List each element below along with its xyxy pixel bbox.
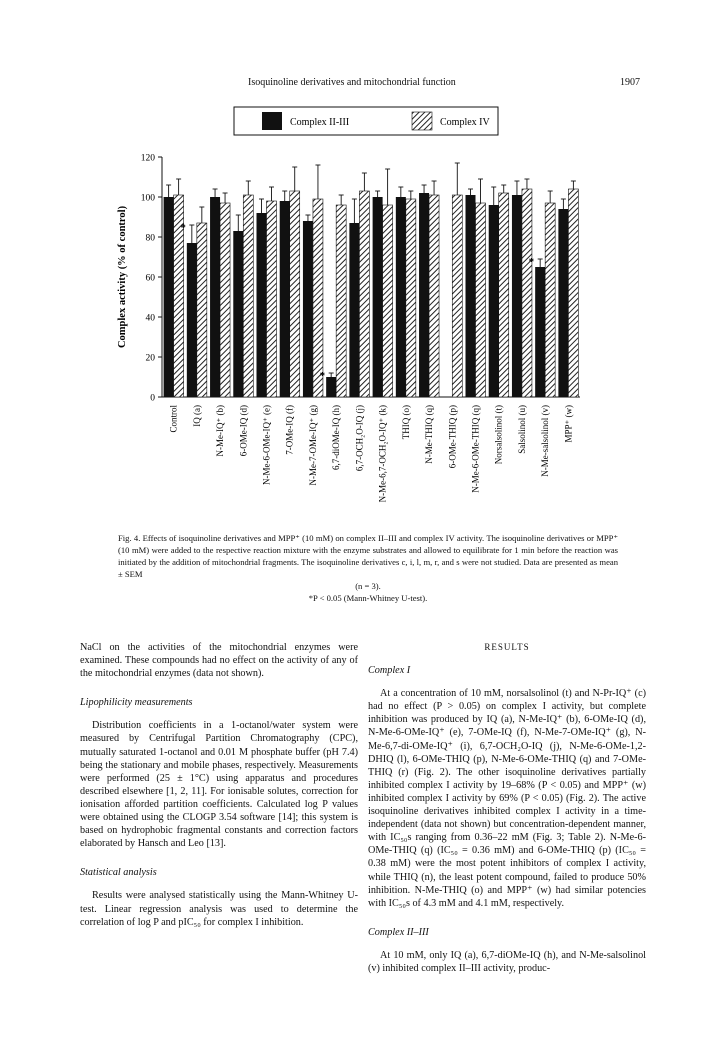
bar-complex-iv bbox=[383, 205, 393, 397]
y-axis-label: Complex activity (% of control) bbox=[117, 205, 128, 349]
x-tick-label: THIQ (o) bbox=[400, 405, 411, 440]
bar-complex-iv bbox=[220, 203, 230, 397]
heading-results: RESULTS bbox=[484, 642, 530, 652]
bar-complex-iv bbox=[336, 205, 346, 397]
bar-complex-ii-iii bbox=[187, 243, 197, 397]
legend-label-complex-ii-iii: Complex II-III bbox=[290, 117, 350, 128]
bar-complex-ii-iii bbox=[303, 221, 313, 397]
bar-complex-ii-iii bbox=[373, 197, 383, 397]
heading-lipophilicity: Lipophilicity measurements bbox=[80, 697, 193, 709]
running-title: Isoquinoline derivatives and mitochondrial function bbox=[248, 77, 456, 88]
left-column bbox=[80, 641, 358, 929]
x-tick-label: N-Me-7-OMe-IQ⁺ (g) bbox=[307, 405, 318, 486]
x-tick-label: 6-OMe-THIQ (p) bbox=[447, 405, 458, 469]
bar-complex-ii-iii bbox=[233, 231, 243, 397]
figure-caption bbox=[118, 532, 618, 604]
y-tick-label: 100 bbox=[140, 193, 155, 204]
right-paragraph-1: At a concentration of 10 mM, norsalsolinol (t) and N-Pr-IQ⁺ (c) had no effect (P > 0.05) on complex I activity, but complete inhibition was produced by IQ (a), N-Me-IQ⁺ (b), 6-OMe-IQ (d), N-Me-6-OMe-IQ⁺ (e), 7-OMe-IQ (f), N-Me-7-OMe-IQ⁺ (g), N-Me-6,7-di-OMe-IQ⁺ (i), 6,7-OCH₂O-IQ (j), N-Me-6-OMe-1,2-DHIQ (l), 6-OMe-THIQ (p), N-Me-6-OMe-THIQ (q) and 7-OMe-THIQ (r) (Fig. 2). The other isoquinoline derivatives partially inhibited complex I activity by 19–68% (P < 0.05) and MPP⁺ (w) inhibited complex I activity by 69% (P < 0.05) (Fig. 2). The active isoquinoline derivatives inhibited complex I activity in a time-independent (data not shown) but concentration-dependent manner, with IC₅₀s ranging from 0.36–22 mM (Fig. 3; Table 2). N-Me-6-OMe-THIQ (q) (IC₅₀ = 0.36 mM) and 6-OMe-THIQ (p) (IC₅₀ = 0.38 mM) were the most potent inhibitors of complex I activity, while THIQ (n), the least potent compound, failed to produce 50% inhibition. N-Me-THIQ (o) and MPP⁺ (w) had similar potencies with IC₅₀s of 4.3 mM and 4.1 mM, respectively. bbox=[368, 688, 646, 909]
legend-swatch-complex-ii-iii bbox=[262, 112, 282, 130]
bar-complex-iv bbox=[429, 195, 439, 397]
bar-complex-ii-iii bbox=[164, 197, 174, 397]
bar-complex-ii-iii bbox=[558, 209, 568, 397]
bar-complex-ii-iii bbox=[489, 205, 499, 397]
page-number: 1907 bbox=[620, 77, 640, 88]
significance-star: * bbox=[319, 370, 326, 382]
x-tick-label: N-Me-salsolinol (v) bbox=[540, 405, 551, 477]
bar-complex-iv bbox=[476, 203, 486, 397]
heading-complex-ii-iii: Complex II–III bbox=[368, 926, 429, 938]
heading-complex-i: Complex I bbox=[368, 665, 411, 677]
bar-complex-iv bbox=[545, 203, 555, 397]
x-tick-label: N-Me-THIQ (q) bbox=[424, 405, 435, 464]
bar-complex-ii-iii bbox=[257, 213, 267, 397]
bar-complex-iv bbox=[290, 191, 300, 397]
caption-significance: *P < 0.05 (Mann-Whitney U-test). bbox=[308, 593, 428, 603]
left-paragraph-1: NaCl on the activities of the mitochondrial enzymes were examined. These compounds had no effect on the activity of any of the mitochondrial enzymes (data not shown). bbox=[80, 642, 358, 680]
bar-complex-iv bbox=[499, 193, 509, 397]
left-paragraph-3: Results were analysed statistically using the Mann-Whitney U-test. Linear regression analysis was used to determine the correlation of log P and pIC₅₀ for complex I inhibition. bbox=[80, 890, 358, 928]
significance-star: * bbox=[180, 222, 186, 234]
bar-complex-ii-iii bbox=[280, 201, 290, 397]
legend-swatch-complex-iv bbox=[412, 112, 432, 130]
bar-complex-ii-iii bbox=[349, 223, 359, 397]
x-tick-label: MPP⁺ (w) bbox=[563, 405, 574, 443]
bar-complex-iv bbox=[359, 191, 369, 397]
x-tick-label: IQ (a) bbox=[191, 405, 202, 427]
bar-complex-ii-iii bbox=[326, 377, 336, 397]
bar-complex-iv bbox=[313, 199, 323, 397]
y-tick-label: 0 bbox=[150, 393, 155, 404]
y-tick-label: 20 bbox=[145, 353, 155, 364]
y-tick-label: 60 bbox=[145, 273, 155, 284]
x-tick-label: N-Me-IQ⁺ (b) bbox=[215, 405, 226, 457]
bar-complex-iv bbox=[197, 223, 207, 397]
x-tick-label: N-Me-6-OMe-IQ⁺ (e) bbox=[261, 405, 272, 485]
bar-chart bbox=[0, 95, 720, 535]
right-column bbox=[368, 641, 646, 975]
bar-complex-ii-iii bbox=[512, 195, 522, 397]
x-tick-label: Control bbox=[168, 405, 179, 433]
left-paragraph-2: Distribution coefficients in a 1-octanol/water system were measured by Centrifugal Partition Chromatography (CPC), mutually saturated 1-octanol and 0.01 M phosphate buffer (pH 7.4) being the stationary and mobile phases, respectively. Measurements were performed (25 ± 1°C) using apparatus and procedures described elsewhere [1, 2, 11]. For ionisable solutes, correction for ionisation afforded partition coefficients. Calculated log P values were obtained using the CLOGP 3.54 software [14]; this system is based on hydrophobic fragmental constants and correction factors elaborated by Hansch and Leo [13]. bbox=[80, 720, 358, 850]
bar-complex-iv bbox=[406, 199, 416, 397]
bar-complex-iv bbox=[452, 195, 462, 397]
bar-complex-ii-iii bbox=[535, 267, 545, 397]
bar-complex-iv bbox=[243, 195, 253, 397]
x-tick-label: 6,7-diOMe-IQ (h) bbox=[331, 405, 342, 470]
x-tick-label: N-Me-6,7-OCH₂O-IQ⁺ (k) bbox=[377, 405, 388, 503]
bar-complex-iv bbox=[267, 201, 277, 397]
bar-complex-ii-iii bbox=[210, 197, 220, 397]
y-tick-label: 120 bbox=[140, 153, 155, 164]
x-tick-label: Norsalsolinol (t) bbox=[493, 405, 504, 465]
x-tick-label: 6,7-OCH₂O-IQ (j) bbox=[354, 405, 365, 472]
significance-star: * bbox=[528, 256, 535, 268]
x-tick-label: N-Me-6-OMe-THIQ (q) bbox=[470, 405, 481, 493]
y-tick-label: 40 bbox=[145, 313, 155, 324]
bar-complex-iv bbox=[568, 189, 578, 397]
bar-complex-ii-iii bbox=[466, 195, 476, 397]
legend-label-complex-iv: Complex IV bbox=[440, 117, 490, 128]
x-tick-label: Salsolinol (u) bbox=[516, 405, 527, 454]
y-tick-label: 80 bbox=[145, 233, 155, 244]
bar-complex-ii-iii bbox=[396, 197, 406, 397]
caption-n: (n = 3). bbox=[355, 581, 381, 591]
x-tick-label: 7-OMe-IQ (f) bbox=[284, 405, 295, 455]
heading-statistical: Statistical analysis bbox=[80, 867, 157, 879]
right-paragraph-2: At 10 mM, only IQ (a), 6,7-diOMe-IQ (h), and N-Me-salsolinol (v) inhibited complex II–III activity, produc- bbox=[368, 949, 646, 974]
bar-complex-iv bbox=[522, 189, 532, 397]
bar-complex-ii-iii bbox=[419, 193, 429, 397]
x-tick-label: 6-OMe-IQ (d) bbox=[238, 405, 249, 457]
caption-text: Fig. 4. Effects of isoquinoline derivatives and MPP⁺ (10 mM) on complex II–III and complex IV activity. The isoquinoline derivatives or MPP⁺ (10 mM) were added to the respective reaction mixture with the enzyme substrates and allowed to equilibrate for 1 min before the reaction was initiated by the addition of mitochondrial fragments. The isoquinoline derivatives c, i, l, m, r, and s were not studied. Data are presented as mean ± SEM bbox=[118, 533, 618, 579]
